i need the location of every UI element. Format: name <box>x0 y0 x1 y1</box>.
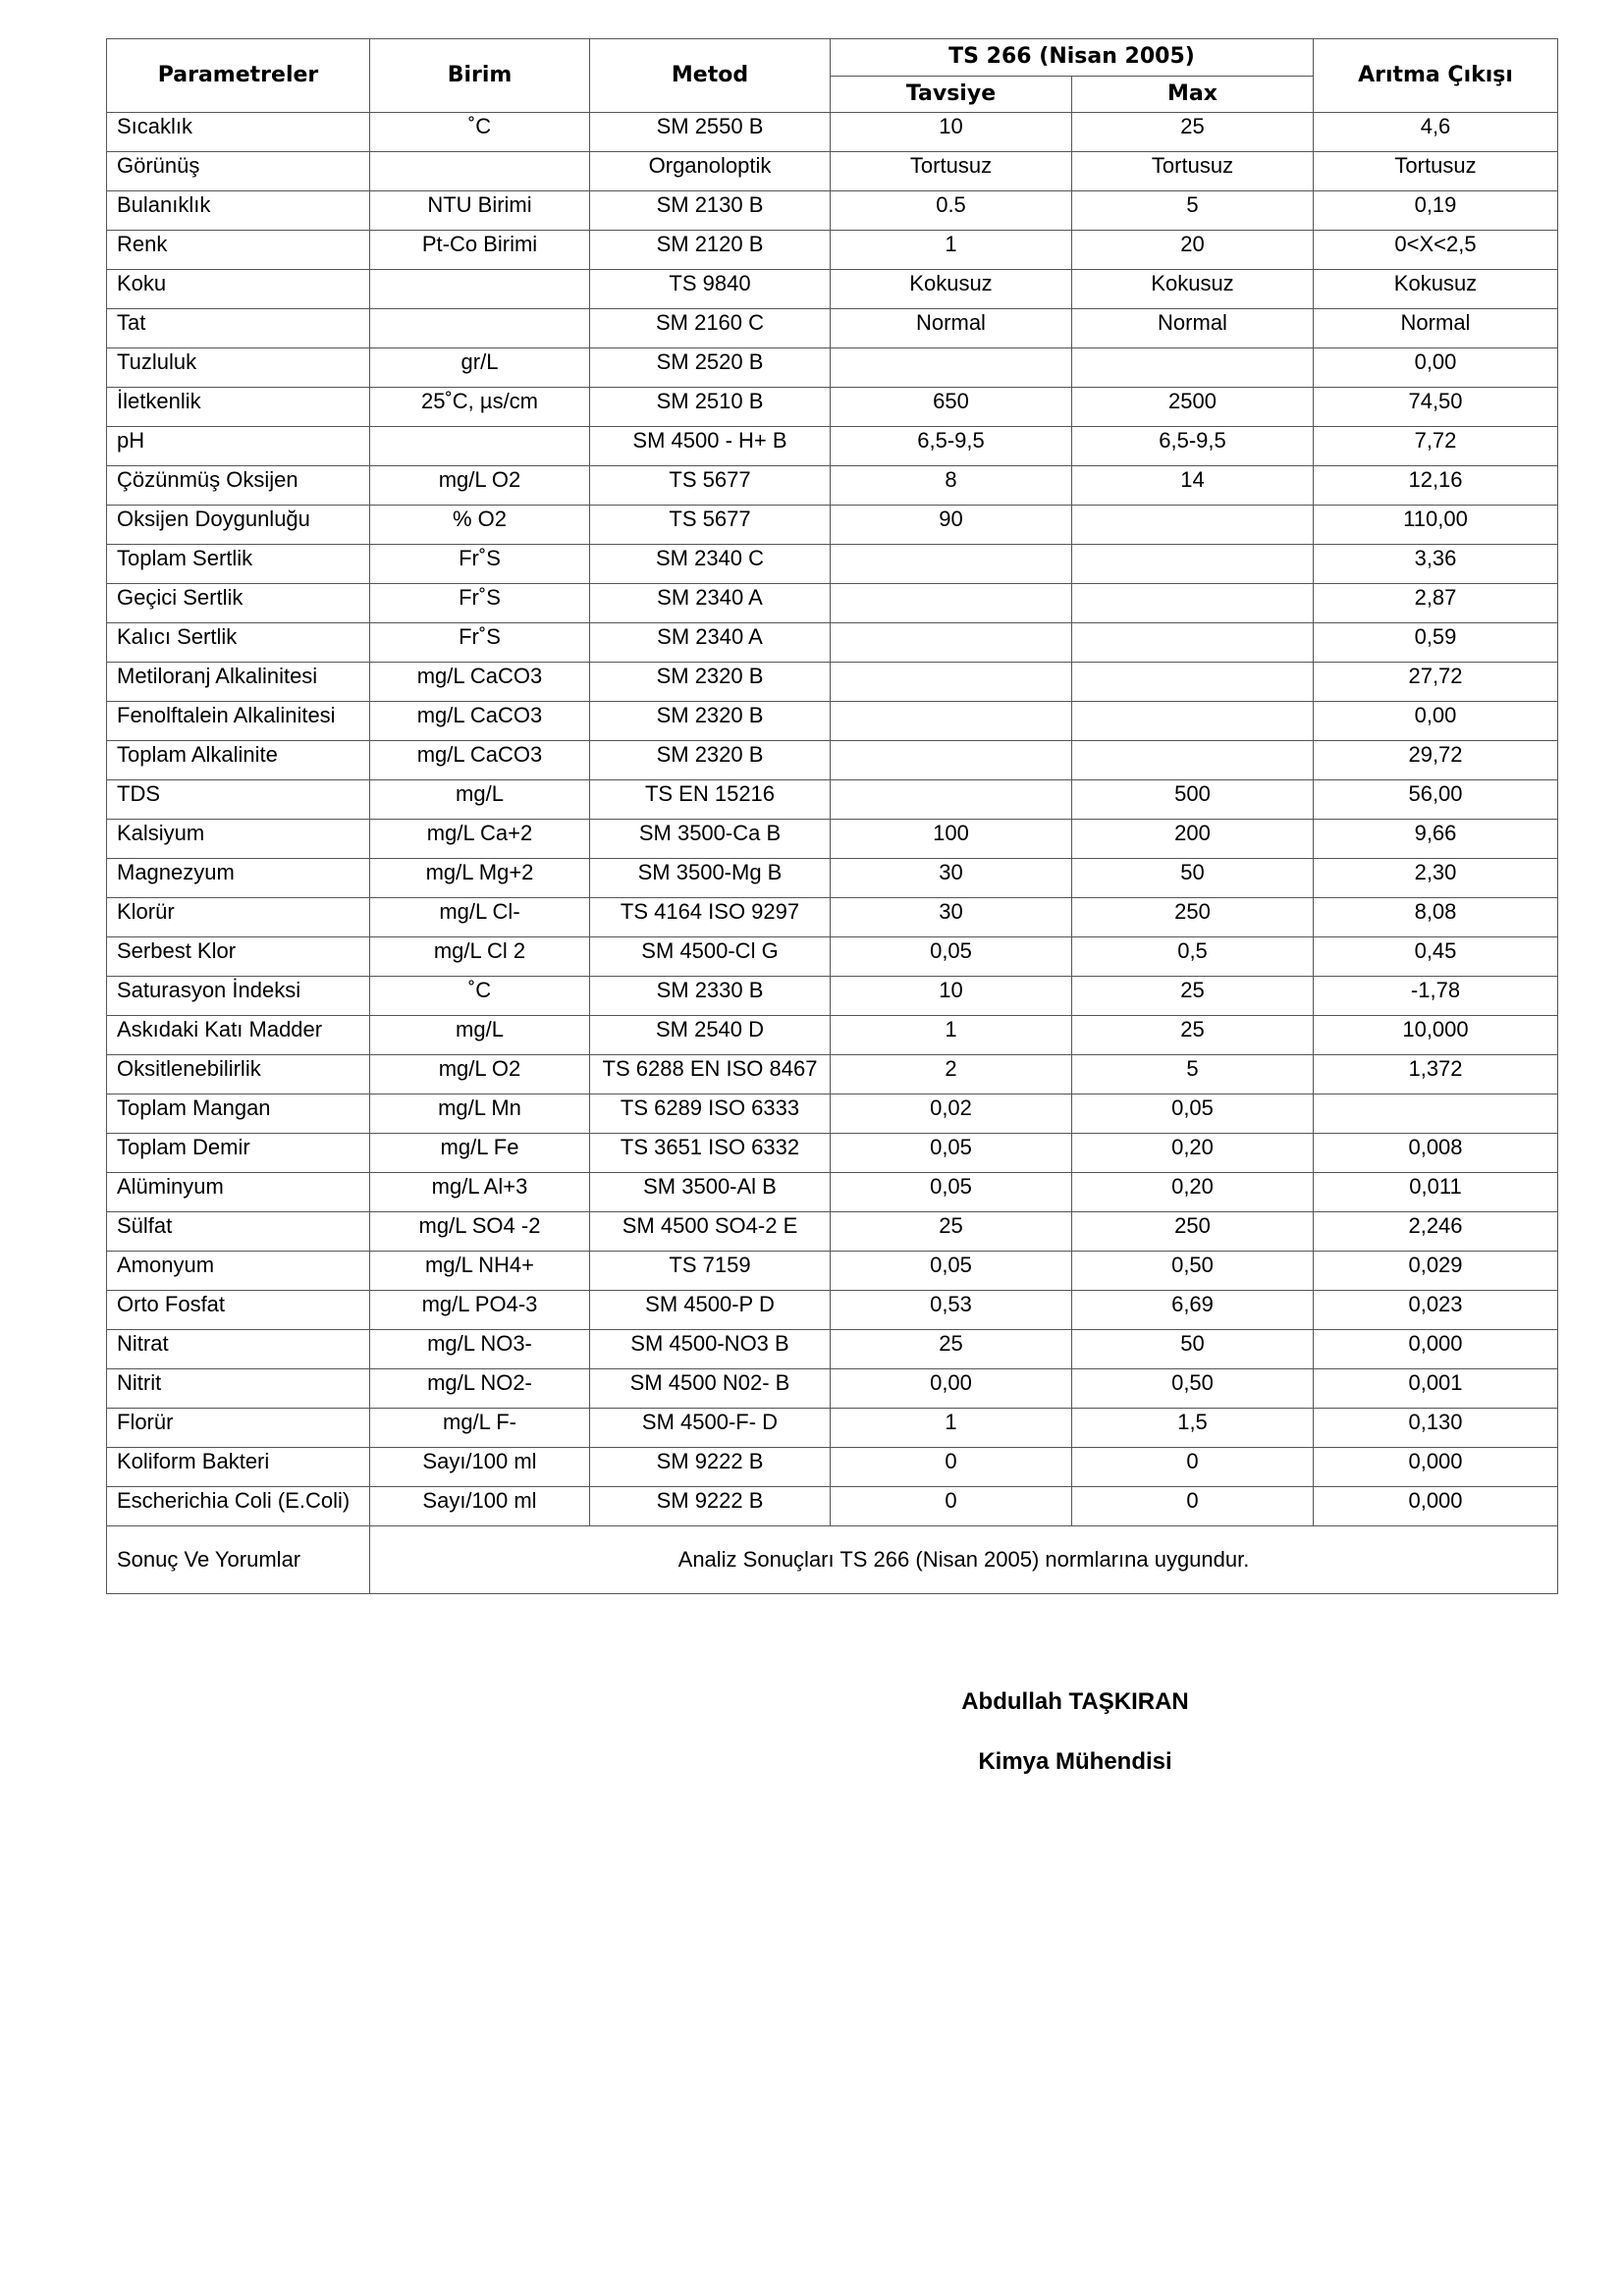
cell-tavsiye <box>831 741 1072 780</box>
table-row <box>107 1409 1558 1448</box>
cell-max: Normal <box>1072 309 1314 348</box>
cell-metod: TS 5677 <box>590 466 831 506</box>
cell-aritma-cikisi: 0,008 <box>1314 1134 1558 1173</box>
cell-tavsiye: 100 <box>831 820 1072 859</box>
cell-metod: SM 2320 B <box>590 702 831 741</box>
cell-tavsiye <box>831 348 1072 388</box>
cell-metod: SM 2330 B <box>590 977 831 1016</box>
cell-parametre: Metiloranj Alkalinitesi <box>107 663 370 702</box>
cell-metod: SM 2130 B <box>590 191 831 231</box>
cell-tavsiye: 0,02 <box>831 1095 1072 1134</box>
cell-birim: mg/L NH4+ <box>370 1252 590 1291</box>
cell-parametre: Geçici Sertlik <box>107 584 370 623</box>
cell-tavsiye: 1 <box>831 231 1072 270</box>
cell-parametre: Kalıcı Sertlik <box>107 623 370 663</box>
cell-aritma-cikisi: 0,001 <box>1314 1369 1558 1409</box>
cell-tavsiye <box>831 623 1072 663</box>
table-row <box>107 663 1558 702</box>
cell-birim: Sayı/100 ml <box>370 1487 590 1526</box>
cell-max: 500 <box>1072 780 1314 820</box>
cell-birim: mg/L Ca+2 <box>370 820 590 859</box>
cell-max <box>1072 663 1314 702</box>
cell-birim <box>370 427 590 466</box>
cell-birim: mg/L NO3- <box>370 1330 590 1369</box>
table-row <box>107 1487 1558 1526</box>
table-row <box>107 1095 1558 1134</box>
cell-parametre: Oksitlenebilirlik <box>107 1055 370 1095</box>
cell-aritma-cikisi: 0,00 <box>1314 348 1558 388</box>
cell-parametre: İletkenlik <box>107 388 370 427</box>
cell-parametre: Bulanıklık <box>107 191 370 231</box>
cell-birim: mg/L Fe <box>370 1134 590 1173</box>
table-row <box>107 1448 1558 1487</box>
cell-metod: SM 2520 B <box>590 348 831 388</box>
cell-birim: mg/L NO2- <box>370 1369 590 1409</box>
cell-max: 5 <box>1072 191 1314 231</box>
cell-aritma-cikisi: 0,00 <box>1314 702 1558 741</box>
cell-birim <box>370 152 590 191</box>
table-row <box>107 1212 1558 1252</box>
cell-birim: mg/L <box>370 1016 590 1055</box>
cell-parametre: Tuzluluk <box>107 348 370 388</box>
cell-metod: SM 2510 B <box>590 388 831 427</box>
cell-metod: SM 4500-Cl G <box>590 937 831 977</box>
table-row <box>107 1016 1558 1055</box>
cell-max <box>1072 348 1314 388</box>
cell-aritma-cikisi: 2,246 <box>1314 1212 1558 1252</box>
result-row <box>107 1526 1558 1594</box>
cell-parametre: Sülfat <box>107 1212 370 1252</box>
cell-metod: SM 4500-F- D <box>590 1409 831 1448</box>
cell-parametre: Tat <box>107 309 370 348</box>
cell-aritma-cikisi: 2,87 <box>1314 584 1558 623</box>
cell-max: 0,20 <box>1072 1173 1314 1212</box>
header-max: Max <box>1072 76 1314 113</box>
cell-parametre: Toplam Demir <box>107 1134 370 1173</box>
cell-max <box>1072 506 1314 545</box>
cell-birim: mg/L Mg+2 <box>370 859 590 898</box>
table-row <box>107 270 1558 309</box>
table-row <box>107 1369 1558 1409</box>
cell-parametre: Klorür <box>107 898 370 937</box>
cell-birim: Pt-Co Birimi <box>370 231 590 270</box>
cell-birim: mg/L Cl 2 <box>370 937 590 977</box>
cell-parametre: Serbest Klor <box>107 937 370 977</box>
table-row <box>107 977 1558 1016</box>
cell-tavsiye: 0,05 <box>831 937 1072 977</box>
cell-aritma-cikisi: 0<X<2,5 <box>1314 231 1558 270</box>
cell-max <box>1072 623 1314 663</box>
cell-tavsiye: 2 <box>831 1055 1072 1095</box>
cell-max: 0,50 <box>1072 1369 1314 1409</box>
cell-aritma-cikisi: 0,000 <box>1314 1330 1558 1369</box>
cell-aritma-cikisi: Tortusuz <box>1314 152 1558 191</box>
cell-max <box>1072 545 1314 584</box>
cell-metod: SM 2540 D <box>590 1016 831 1055</box>
cell-metod: SM 2160 C <box>590 309 831 348</box>
cell-birim: ˚C <box>370 977 590 1016</box>
cell-metod: SM 2340 C <box>590 545 831 584</box>
cell-birim: mg/L Cl- <box>370 898 590 937</box>
table-row <box>107 466 1558 506</box>
cell-aritma-cikisi: 8,08 <box>1314 898 1558 937</box>
cell-tavsiye: Normal <box>831 309 1072 348</box>
signature-name: Abdullah TAŞKIRAN <box>961 1688 1189 1715</box>
header-tavsiye: Tavsiye <box>831 76 1072 113</box>
cell-max: 20 <box>1072 231 1314 270</box>
table-row <box>107 1252 1558 1291</box>
cell-tavsiye: 30 <box>831 859 1072 898</box>
cell-metod: SM 4500 SO4-2 E <box>590 1212 831 1252</box>
cell-parametre: Nitrat <box>107 1330 370 1369</box>
cell-max: 25 <box>1072 1016 1314 1055</box>
cell-max: 50 <box>1072 1330 1314 1369</box>
cell-aritma-cikisi: 0,011 <box>1314 1173 1558 1212</box>
cell-tavsiye <box>831 663 1072 702</box>
cell-tavsiye: 0,05 <box>831 1134 1072 1173</box>
header-aritma-cikisi: Arıtma Çıkışı <box>1314 39 1558 113</box>
cell-parametre: Koliform Bakteri <box>107 1448 370 1487</box>
table-row <box>107 937 1558 977</box>
table-row <box>107 1173 1558 1212</box>
cell-aritma-cikisi: 0,19 <box>1314 191 1558 231</box>
cell-tavsiye: Tortusuz <box>831 152 1072 191</box>
cell-birim: % O2 <box>370 506 590 545</box>
cell-parametre: Sıcaklık <box>107 113 370 152</box>
table-header <box>107 39 1558 113</box>
cell-parametre: Orto Fosfat <box>107 1291 370 1330</box>
cell-metod: SM 9222 B <box>590 1448 831 1487</box>
cell-tavsiye <box>831 780 1072 820</box>
table-row <box>107 1055 1558 1095</box>
cell-aritma-cikisi: 27,72 <box>1314 663 1558 702</box>
cell-metod: SM 9222 B <box>590 1487 831 1526</box>
cell-birim: mg/L O2 <box>370 466 590 506</box>
cell-tavsiye: 0 <box>831 1487 1072 1526</box>
cell-aritma-cikisi: 4,6 <box>1314 113 1558 152</box>
cell-aritma-cikisi: Normal <box>1314 309 1558 348</box>
cell-max: 6,5-9,5 <box>1072 427 1314 466</box>
cell-aritma-cikisi: Kokusuz <box>1314 270 1558 309</box>
table-row <box>107 1330 1558 1369</box>
cell-birim: Fr˚S <box>370 623 590 663</box>
cell-max: Kokusuz <box>1072 270 1314 309</box>
table-body <box>107 113 1558 1526</box>
cell-parametre: Fenolftalein Alkalinitesi <box>107 702 370 741</box>
cell-max <box>1072 741 1314 780</box>
cell-metod: TS 9840 <box>590 270 831 309</box>
cell-parametre: Askıdaki Katı Madder <box>107 1016 370 1055</box>
table-row <box>107 113 1558 152</box>
cell-max: 6,69 <box>1072 1291 1314 1330</box>
cell-birim: mg/L CaCO3 <box>370 741 590 780</box>
cell-metod: TS 6288 EN ISO 8467 <box>590 1055 831 1095</box>
cell-tavsiye: 25 <box>831 1330 1072 1369</box>
cell-parametre: Magnezyum <box>107 859 370 898</box>
cell-birim: Fr˚S <box>370 545 590 584</box>
cell-tavsiye: 90 <box>831 506 1072 545</box>
cell-max: 200 <box>1072 820 1314 859</box>
cell-tavsiye: 1 <box>831 1409 1072 1448</box>
cell-aritma-cikisi: 1,372 <box>1314 1055 1558 1095</box>
header-parametreler: Parametreler <box>107 39 370 113</box>
analysis-table <box>106 38 1558 1594</box>
cell-tavsiye: 10 <box>831 977 1072 1016</box>
cell-aritma-cikisi: -1,78 <box>1314 977 1558 1016</box>
cell-birim: Fr˚S <box>370 584 590 623</box>
cell-parametre: Saturasyon İndeksi <box>107 977 370 1016</box>
cell-tavsiye: 0,05 <box>831 1173 1072 1212</box>
header-birim: Birim <box>370 39 590 113</box>
cell-metod: TS EN 15216 <box>590 780 831 820</box>
cell-metod: TS 7159 <box>590 1252 831 1291</box>
table-row <box>107 545 1558 584</box>
cell-tavsiye: Kokusuz <box>831 270 1072 309</box>
cell-aritma-cikisi: 56,00 <box>1314 780 1558 820</box>
cell-birim: NTU Birimi <box>370 191 590 231</box>
cell-metod: SM 2320 B <box>590 663 831 702</box>
cell-parametre: Escherichia Coli (E.Coli) <box>107 1487 370 1526</box>
cell-max: 2500 <box>1072 388 1314 427</box>
table-row <box>107 191 1558 231</box>
cell-max: 1,5 <box>1072 1409 1314 1448</box>
table-row <box>107 309 1558 348</box>
result-label: Sonuç Ve Yorumlar <box>107 1526 370 1594</box>
cell-birim: mg/L Al+3 <box>370 1173 590 1212</box>
cell-max: 0 <box>1072 1448 1314 1487</box>
cell-parametre: Alüminyum <box>107 1173 370 1212</box>
table-row <box>107 152 1558 191</box>
table-row <box>107 348 1558 388</box>
cell-aritma-cikisi: 0,000 <box>1314 1448 1558 1487</box>
cell-max: 0,05 <box>1072 1095 1314 1134</box>
cell-max: 250 <box>1072 1212 1314 1252</box>
cell-birim: mg/L F- <box>370 1409 590 1448</box>
cell-tavsiye: 1 <box>831 1016 1072 1055</box>
cell-parametre: TDS <box>107 780 370 820</box>
cell-metod: SM 4500 N02- B <box>590 1369 831 1409</box>
cell-tavsiye <box>831 702 1072 741</box>
cell-aritma-cikisi: 0,029 <box>1314 1252 1558 1291</box>
cell-max: 0 <box>1072 1487 1314 1526</box>
cell-birim: ˚C <box>370 113 590 152</box>
table-row <box>107 1291 1558 1330</box>
cell-metod: TS 5677 <box>590 506 831 545</box>
cell-birim: mg/L O2 <box>370 1055 590 1095</box>
cell-tavsiye: 650 <box>831 388 1072 427</box>
cell-aritma-cikisi: 12,16 <box>1314 466 1558 506</box>
cell-parametre: Çözünmüş Oksijen <box>107 466 370 506</box>
cell-max: 50 <box>1072 859 1314 898</box>
cell-metod: TS 3651 ISO 6332 <box>590 1134 831 1173</box>
result-text: Analiz Sonuçları TS 266 (Nisan 2005) normlarına uygundur. <box>370 1526 1558 1594</box>
cell-birim <box>370 309 590 348</box>
cell-max: 0,50 <box>1072 1252 1314 1291</box>
table-row <box>107 820 1558 859</box>
cell-tavsiye: 25 <box>831 1212 1072 1252</box>
cell-metod: Organoloptik <box>590 152 831 191</box>
cell-birim: mg/L PO4-3 <box>370 1291 590 1330</box>
cell-tavsiye: 8 <box>831 466 1072 506</box>
cell-metod: TS 6289 ISO 6333 <box>590 1095 831 1134</box>
cell-max: 14 <box>1072 466 1314 506</box>
cell-aritma-cikisi: 0,59 <box>1314 623 1558 663</box>
cell-metod: SM 4500 - H+ B <box>590 427 831 466</box>
table-row <box>107 741 1558 780</box>
cell-birim: 25˚C, µs/cm <box>370 388 590 427</box>
cell-metod: SM 3500-Al B <box>590 1173 831 1212</box>
cell-max <box>1072 584 1314 623</box>
cell-tavsiye: 0,00 <box>831 1369 1072 1409</box>
cell-aritma-cikisi: 0,45 <box>1314 937 1558 977</box>
cell-aritma-cikisi: 0,130 <box>1314 1409 1558 1448</box>
cell-max: 25 <box>1072 977 1314 1016</box>
cell-tavsiye: 30 <box>831 898 1072 937</box>
cell-tavsiye: 0,05 <box>831 1252 1072 1291</box>
cell-tavsiye: 6,5-9,5 <box>831 427 1072 466</box>
cell-aritma-cikisi: 10,000 <box>1314 1016 1558 1055</box>
cell-tavsiye: 0,53 <box>831 1291 1072 1330</box>
table-row <box>107 702 1558 741</box>
cell-aritma-cikisi: 3,36 <box>1314 545 1558 584</box>
cell-aritma-cikisi: 0,000 <box>1314 1487 1558 1526</box>
table-row <box>107 623 1558 663</box>
cell-parametre: pH <box>107 427 370 466</box>
cell-aritma-cikisi: 74,50 <box>1314 388 1558 427</box>
cell-parametre: Oksijen Doygunluğu <box>107 506 370 545</box>
cell-parametre: Florür <box>107 1409 370 1448</box>
cell-metod: SM 4500-P D <box>590 1291 831 1330</box>
cell-aritma-cikisi: 0,023 <box>1314 1291 1558 1330</box>
cell-birim <box>370 270 590 309</box>
cell-birim: mg/L CaCO3 <box>370 663 590 702</box>
cell-parametre: Amonyum <box>107 1252 370 1291</box>
cell-tavsiye <box>831 545 1072 584</box>
cell-metod: SM 2120 B <box>590 231 831 270</box>
cell-aritma-cikisi: 7,72 <box>1314 427 1558 466</box>
cell-metod: SM 2340 A <box>590 584 831 623</box>
table-row <box>107 506 1558 545</box>
cell-max: 250 <box>1072 898 1314 937</box>
cell-aritma-cikisi: 2,30 <box>1314 859 1558 898</box>
header-metod: Metod <box>590 39 831 113</box>
cell-parametre: Nitrit <box>107 1369 370 1409</box>
table-row <box>107 427 1558 466</box>
cell-tavsiye: 0 <box>831 1448 1072 1487</box>
cell-metod: SM 2320 B <box>590 741 831 780</box>
cell-tavsiye: 10 <box>831 113 1072 152</box>
cell-birim: mg/L <box>370 780 590 820</box>
cell-max <box>1072 702 1314 741</box>
cell-metod: SM 4500-NO3 B <box>590 1330 831 1369</box>
table-row <box>107 584 1558 623</box>
header-standard: TS 266 (Nisan 2005) <box>831 39 1314 77</box>
table-row <box>107 388 1558 427</box>
cell-max: Tortusuz <box>1072 152 1314 191</box>
cell-aritma-cikisi <box>1314 1095 1558 1134</box>
table-row <box>107 898 1558 937</box>
cell-aritma-cikisi: 110,00 <box>1314 506 1558 545</box>
cell-parametre: Görünüş <box>107 152 370 191</box>
cell-metod: TS 4164 ISO 9297 <box>590 898 831 937</box>
cell-metod: SM 2340 A <box>590 623 831 663</box>
cell-birim: gr/L <box>370 348 590 388</box>
cell-parametre: Toplam Alkalinite <box>107 741 370 780</box>
cell-aritma-cikisi: 9,66 <box>1314 820 1558 859</box>
cell-metod: SM 3500-Ca B <box>590 820 831 859</box>
table-row <box>107 1134 1558 1173</box>
cell-parametre: Renk <box>107 231 370 270</box>
cell-parametre: Kalsiyum <box>107 820 370 859</box>
cell-birim: Sayı/100 ml <box>370 1448 590 1487</box>
table-row <box>107 231 1558 270</box>
table-row <box>107 859 1558 898</box>
cell-parametre: Toplam Sertlik <box>107 545 370 584</box>
cell-birim: mg/L SO4 -2 <box>370 1212 590 1252</box>
cell-tavsiye <box>831 584 1072 623</box>
table-row <box>107 780 1558 820</box>
cell-parametre: Toplam Mangan <box>107 1095 370 1134</box>
cell-max: 0,5 <box>1072 937 1314 977</box>
cell-birim: mg/L CaCO3 <box>370 702 590 741</box>
cell-max: 5 <box>1072 1055 1314 1095</box>
cell-aritma-cikisi: 29,72 <box>1314 741 1558 780</box>
cell-max: 0,20 <box>1072 1134 1314 1173</box>
cell-metod: SM 3500-Mg B <box>590 859 831 898</box>
cell-metod: SM 2550 B <box>590 113 831 152</box>
cell-birim: mg/L Mn <box>370 1095 590 1134</box>
cell-max: 25 <box>1072 113 1314 152</box>
cell-tavsiye: 0.5 <box>831 191 1072 231</box>
signature-title: Kimya Mühendisi <box>978 1748 1172 1775</box>
cell-parametre: Koku <box>107 270 370 309</box>
